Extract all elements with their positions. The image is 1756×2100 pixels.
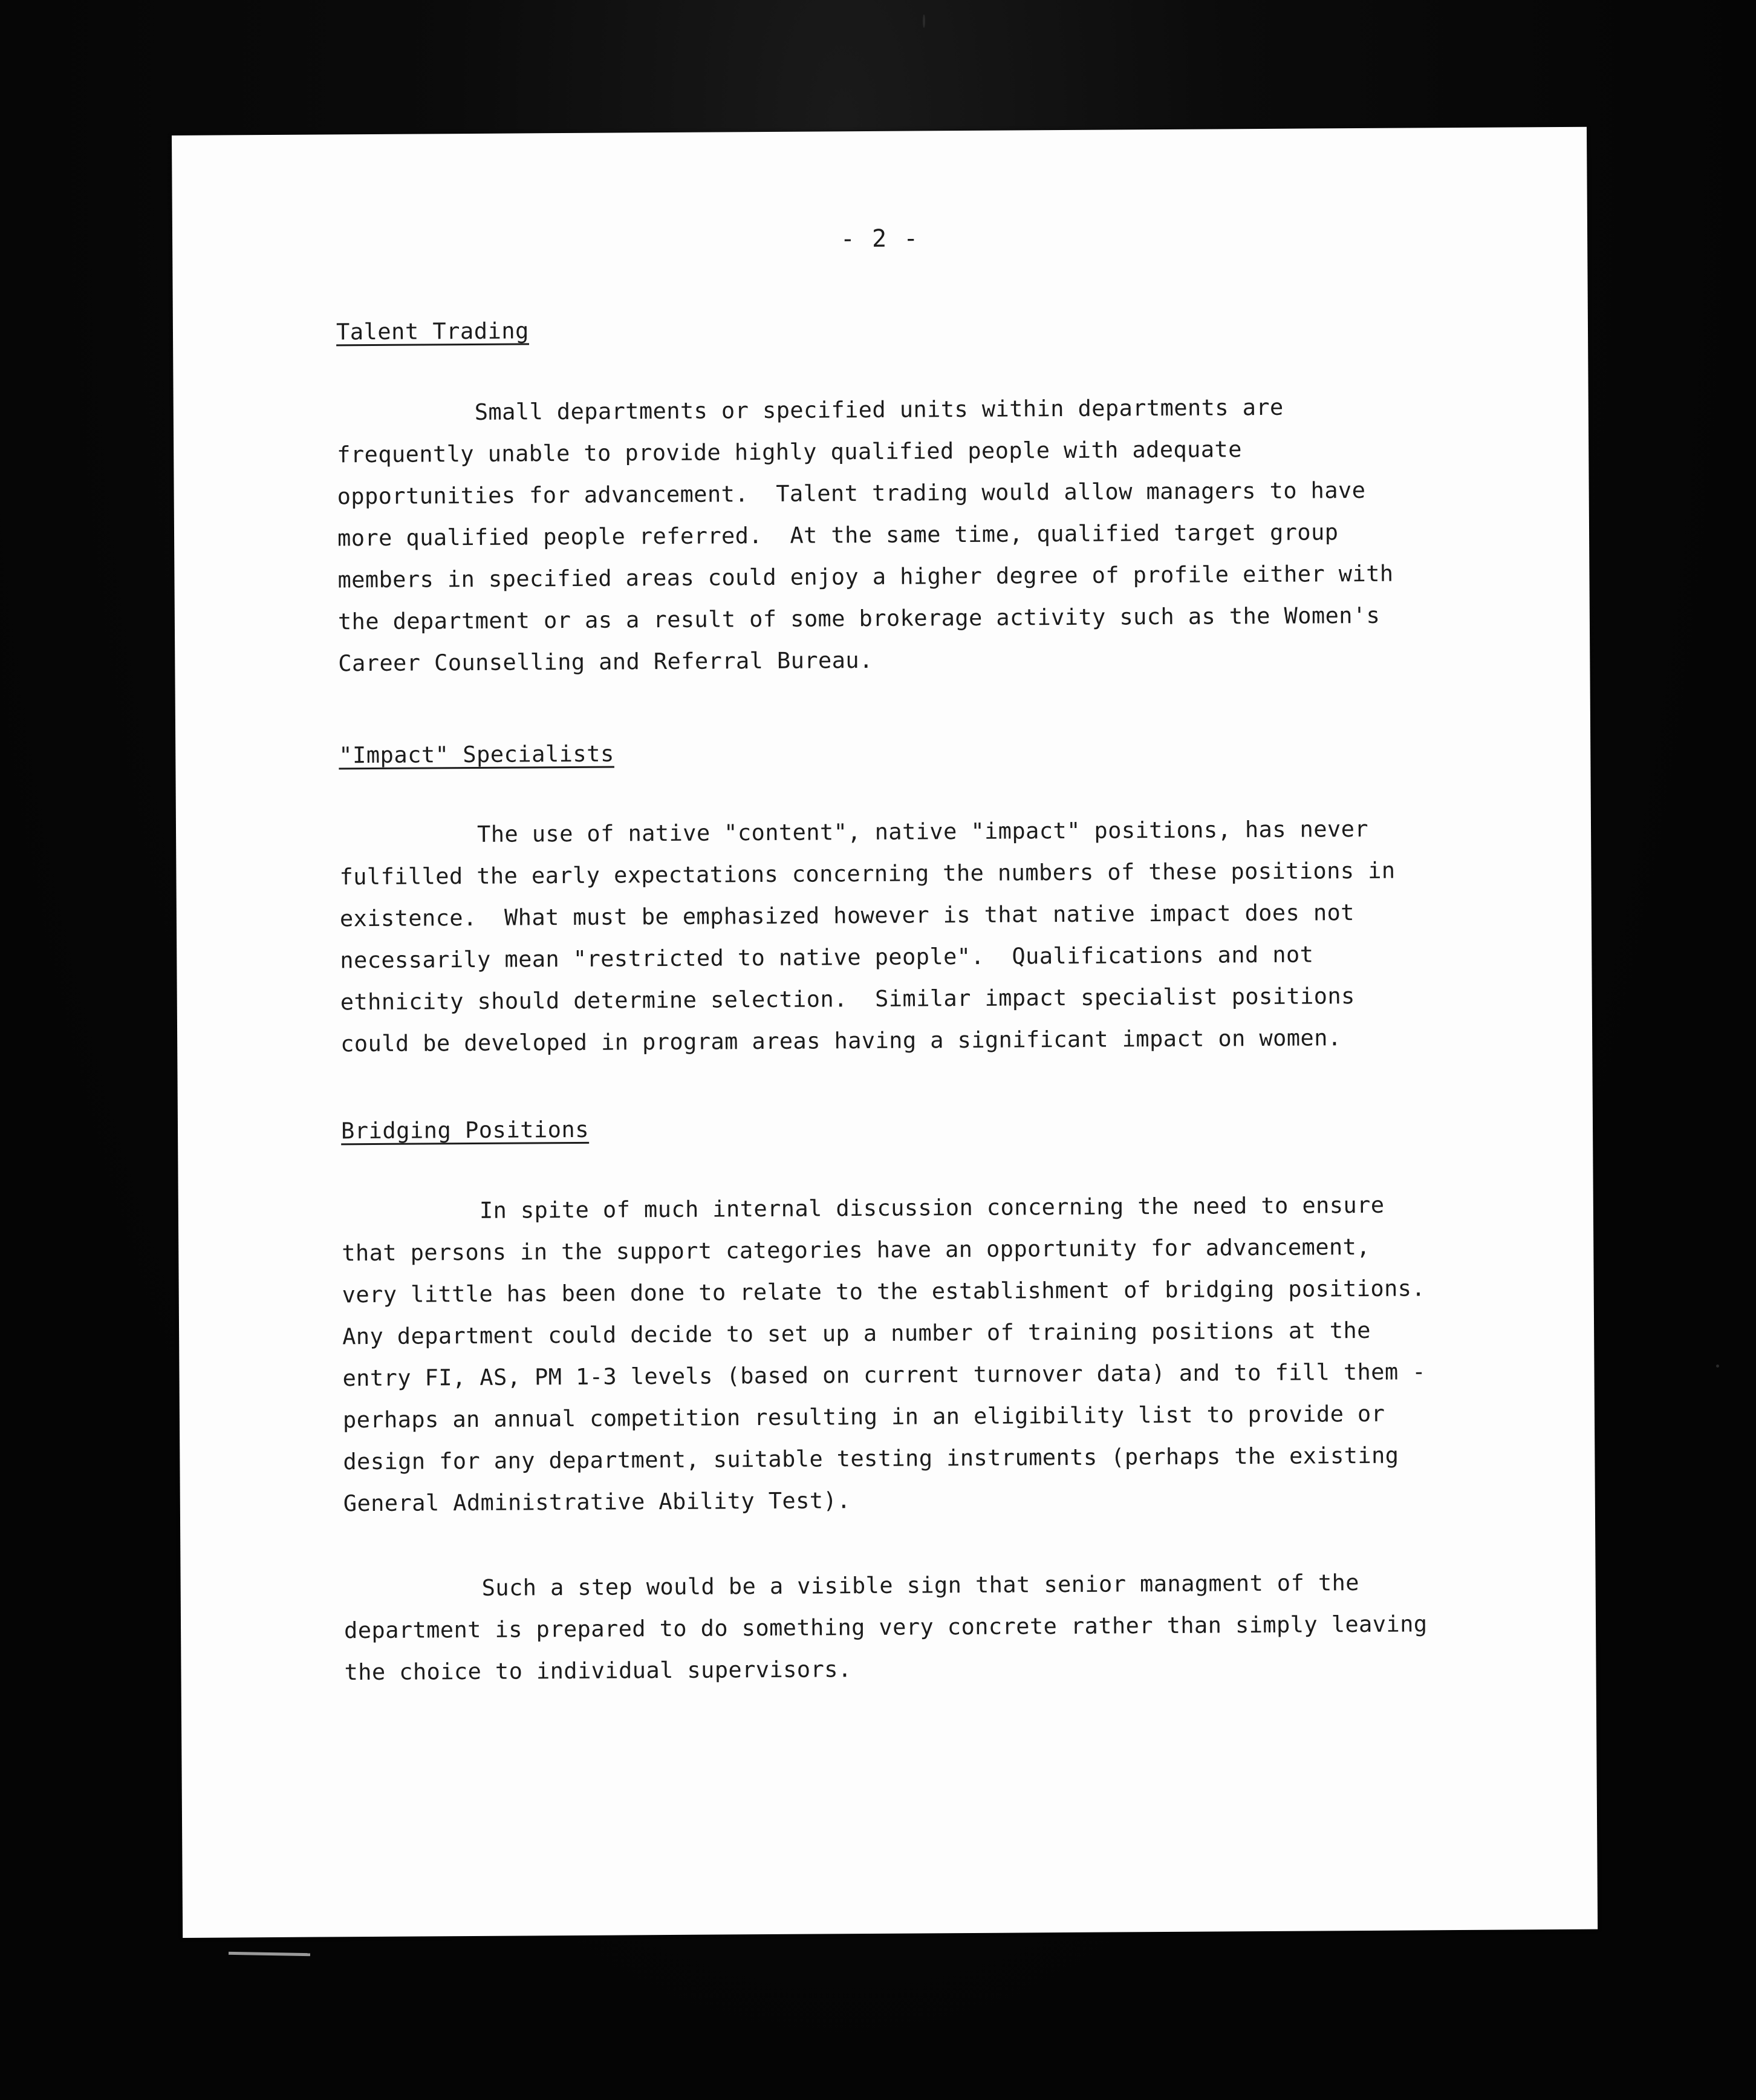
- document-page: [172, 127, 1598, 1938]
- paragraph-impact-specialists: [339, 808, 1397, 1065]
- section-heading-impact-specialists: "Impact" Specialists: [339, 740, 614, 769]
- paragraph-line: more qualified people referred. At the same time, qualified target group: [337, 519, 1339, 552]
- paragraph-bridging-positions-2: [343, 1561, 1428, 1693]
- paragraph-talent-trading: [337, 386, 1394, 685]
- paragraph-line: entry FI, AS, PM 1-3 levels (based on current turnover data) and to fill them -: [342, 1358, 1426, 1392]
- paragraph-line: design for any department, suitable testing instruments (perhaps the existing: [343, 1442, 1399, 1475]
- scan-speck: [923, 15, 925, 28]
- page-number: - 2 -: [840, 224, 920, 253]
- paragraph-line: Career Counselling and Referral Bureau.: [338, 647, 873, 677]
- paragraph-line: department is prepared to do something very concrete rather than simply leaving: [343, 1611, 1428, 1644]
- paragraph-line: existence. What must be emphasized however is that native impact does not: [339, 899, 1355, 932]
- paragraph-line: Small departments or specified units within departments are: [474, 394, 1284, 425]
- paragraph-line: the choice to individual supervisors.: [344, 1656, 852, 1686]
- paragraph-line: General Administrative Ability Test).: [343, 1487, 851, 1517]
- paragraph-line: ethnicity should determine selection. Similar impact specialist positions: [340, 983, 1355, 1016]
- paragraph-line: Any department could decide to set up a number of training positions at the: [342, 1317, 1371, 1350]
- paragraph-line: very little has been done to relate to the establishment of bridging positions.: [342, 1275, 1426, 1308]
- paragraph-line: the department or as a result of some brokerage activity such as the Women's: [337, 602, 1380, 635]
- section-heading-talent-trading: Talent Trading: [336, 318, 529, 345]
- paragraph-line: members in specified areas could enjoy a higher degree of profile either with: [337, 560, 1394, 593]
- paragraph-line: In spite of much internal discussion concerning the need to ensure: [479, 1192, 1385, 1224]
- paragraph-line: Such a step would be a visible sign that senior managment of the: [481, 1570, 1360, 1601]
- paragraph-line: necessarily mean "restricted to native people". Qualifications and not: [340, 941, 1314, 974]
- paragraph-line: could be developed in program areas having a significant impact on women.: [340, 1025, 1342, 1057]
- paragraph-bridging-positions: [342, 1184, 1427, 1524]
- paragraph-line: perhaps an annual competition resulting in an eligibility list to provide or: [342, 1400, 1385, 1433]
- section-heading-bridging-positions: Bridging Positions: [340, 1116, 590, 1144]
- paragraph-line: The use of native "content", native "impact" positions, has never: [476, 815, 1369, 847]
- scan-speck: [1716, 1365, 1719, 1368]
- paragraph-line: frequently unable to provide highly qualified people with adequate: [337, 436, 1242, 468]
- paragraph-line: fulfilled the early expectations concerning the numbers of these positions in: [339, 857, 1396, 890]
- paragraph-line: opportunities for advancement. Talent trading would allow managers to have: [337, 477, 1366, 510]
- paragraph-line: that persons in the support categories have an opportunity for advancement,: [342, 1233, 1371, 1267]
